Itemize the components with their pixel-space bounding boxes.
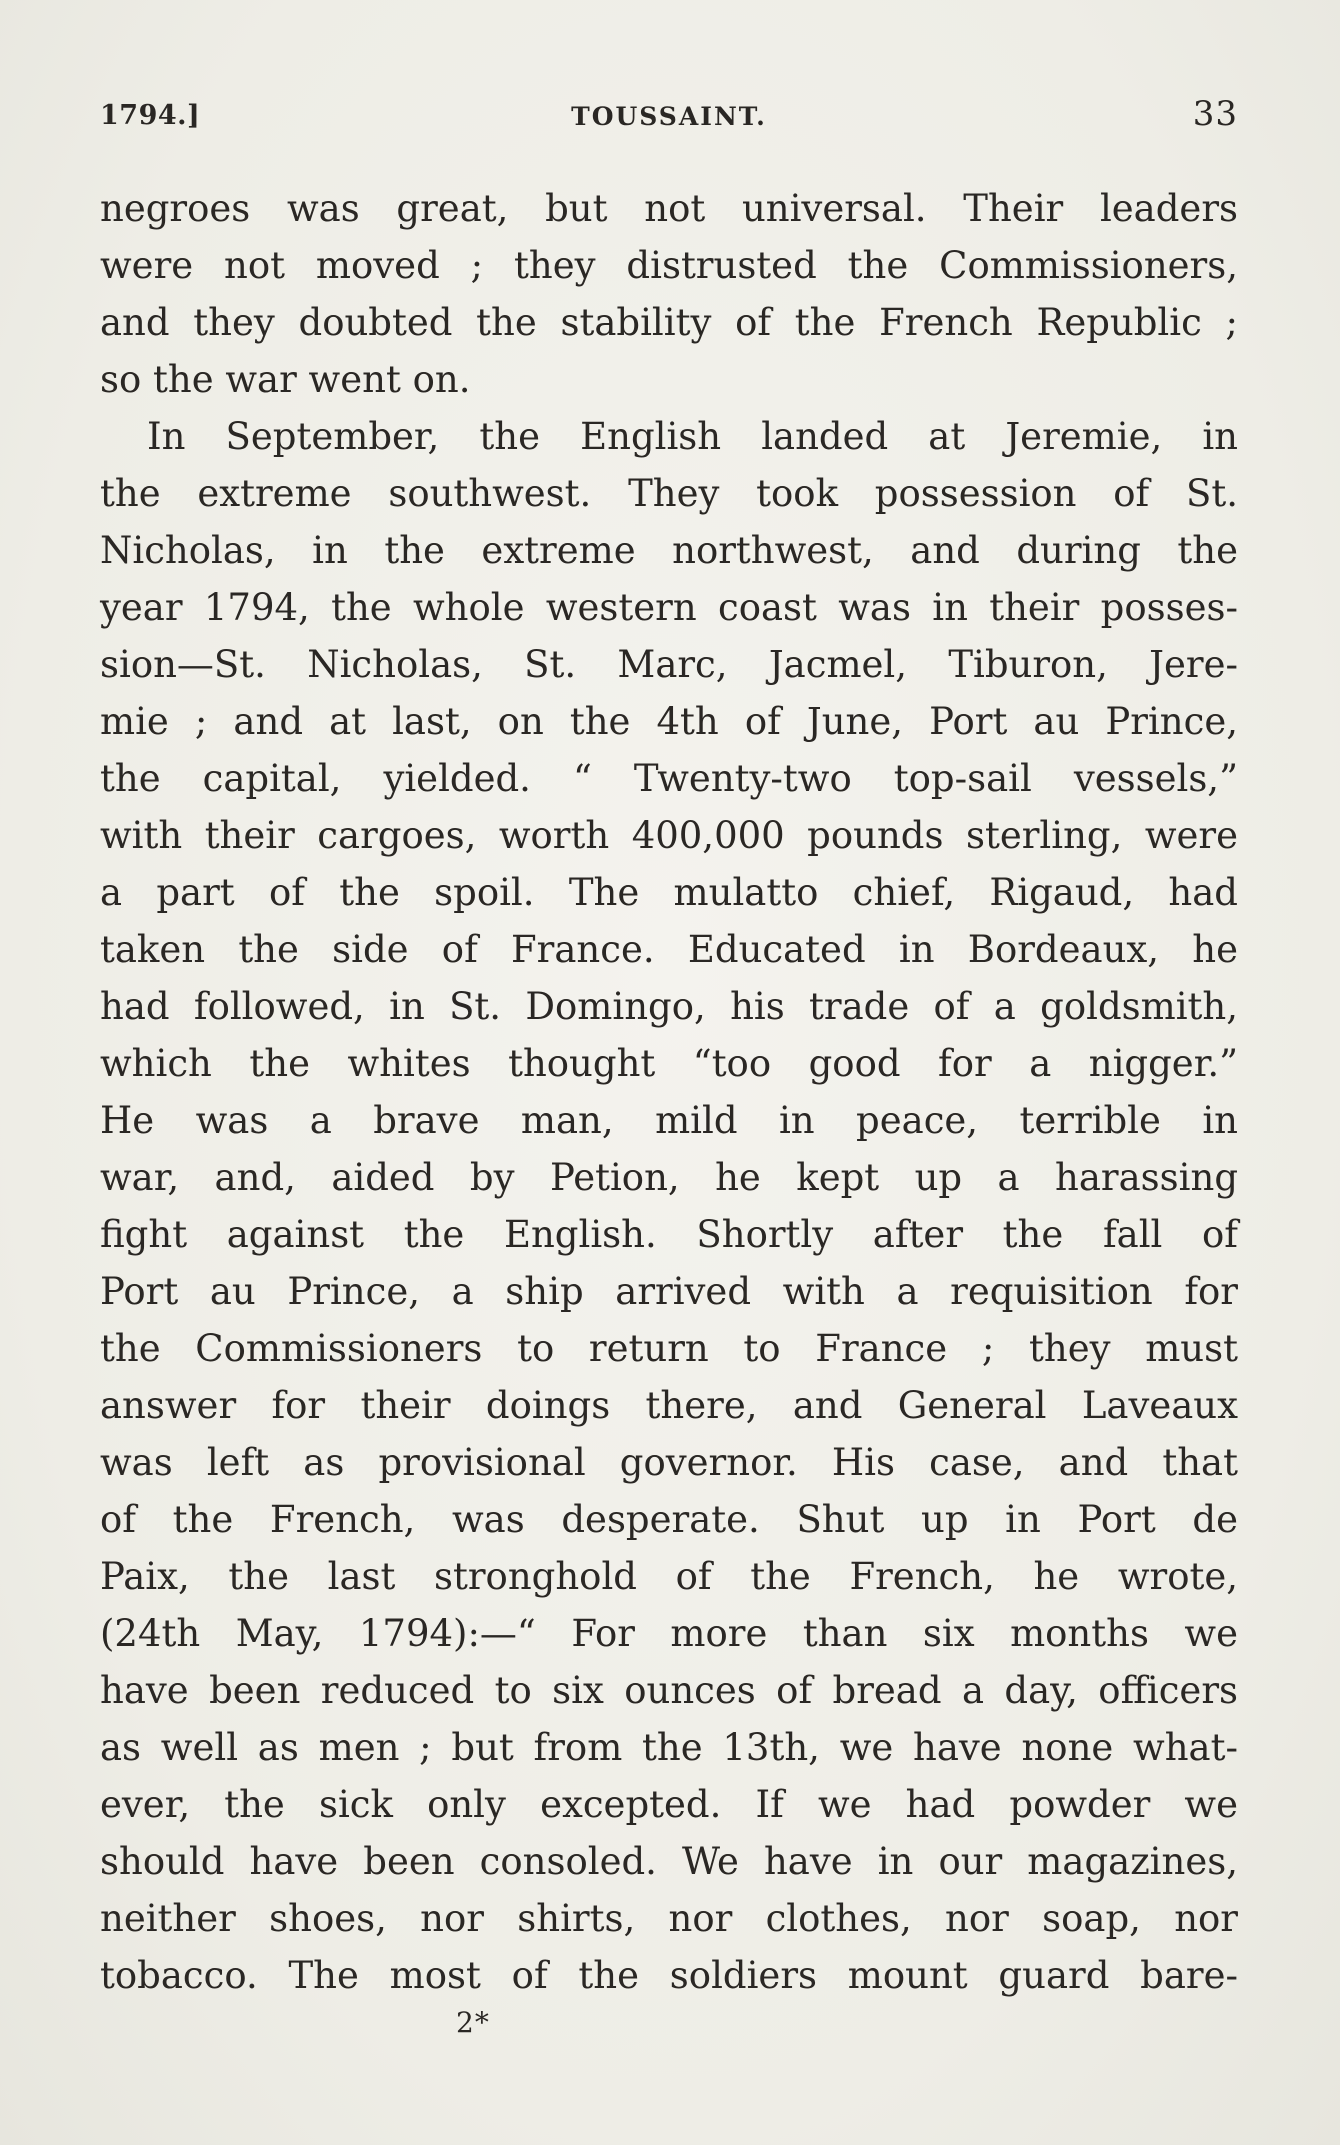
text-line: negroes was great, but not universal. Their leaders [100, 187, 1238, 230]
signature-mark: 2* [456, 2006, 490, 2039]
body-text [100, 180, 1238, 2004]
text-line: ever, the sick only excepted. If we had powder we [100, 1783, 1238, 1826]
text-line: should have been consoled. We have in our magazines, [100, 1840, 1238, 1883]
text-line: the capital, yielded. “ Twenty-two top-sail vessels,” [100, 757, 1238, 800]
text-line: had followed, in St. Domingo, his trade of a goldsmith, [100, 985, 1238, 1028]
text-line: tobacco. The most of the soldiers mount guard bare- [100, 1954, 1238, 1997]
text-line: war, and, aided by Petion, he kept up a harassing [100, 1156, 1238, 1199]
text-line: sion—St. Nicholas, St. Marc, Jacmel, Tiburon, Jere- [100, 643, 1238, 686]
text-line: the extreme southwest. They took possession of St. [100, 472, 1238, 515]
text-line: the Commissioners to return to France ; they must [100, 1327, 1238, 1370]
running-head [100, 94, 1238, 138]
text-line: neither shoes, nor shirts, nor clothes, nor soap, nor [100, 1897, 1238, 1940]
text-line: answer for their doings there, and General Laveaux [100, 1384, 1238, 1427]
header-title: TOUSSAINT. [571, 102, 767, 131]
text-line: of the French, was desperate. Shut up in Port de [100, 1498, 1238, 1541]
text-line: Port au Prince, a ship arrived with a requisition for [100, 1270, 1238, 1313]
text-line: (24th May, 1794):—“ For more than six months we [100, 1612, 1238, 1655]
text-line: taken the side of France. Educated in Bordeaux, he [100, 928, 1238, 971]
text-line: mie ; and at last, on the 4th of June, Port au Prince, [100, 700, 1238, 743]
text-line: In September, the English landed at Jeremie, in [147, 415, 1238, 458]
text-line: with their cargoes, worth 400,000 pounds sterling, were [100, 814, 1238, 857]
text-line: Nicholas, in the extreme northwest, and during the [100, 529, 1238, 572]
text-line: have been reduced to six ounces of bread a day, officers [100, 1669, 1238, 1712]
text-line: He was a brave man, mild in peace, terrible in [100, 1099, 1238, 1142]
text-line: Paix, the last stronghold of the French, he wrote, [100, 1555, 1238, 1598]
text-line: fight against the English. Shortly after the fall of [100, 1213, 1238, 1256]
text-line: and they doubted the stability of the French Republic ; [100, 301, 1238, 344]
text-line: were not moved ; they distrusted the Commissioners, [100, 244, 1238, 287]
text-line: was left as provisional governor. His case, and that [100, 1441, 1238, 1484]
text-line: a part of the spoil. The mulatto chief, Rigaud, had [100, 871, 1238, 914]
page-number: 33 [1192, 94, 1238, 134]
text-line: year 1794, the whole western coast was in their posses- [100, 586, 1238, 629]
header-year: 1794.] [100, 100, 201, 131]
text-line: which the whites thought “too good for a nigger.” [100, 1042, 1238, 1085]
text-line: so the war went on. [100, 358, 471, 401]
text-line: as well as men ; but from the 13th, we have none what- [100, 1726, 1238, 1769]
